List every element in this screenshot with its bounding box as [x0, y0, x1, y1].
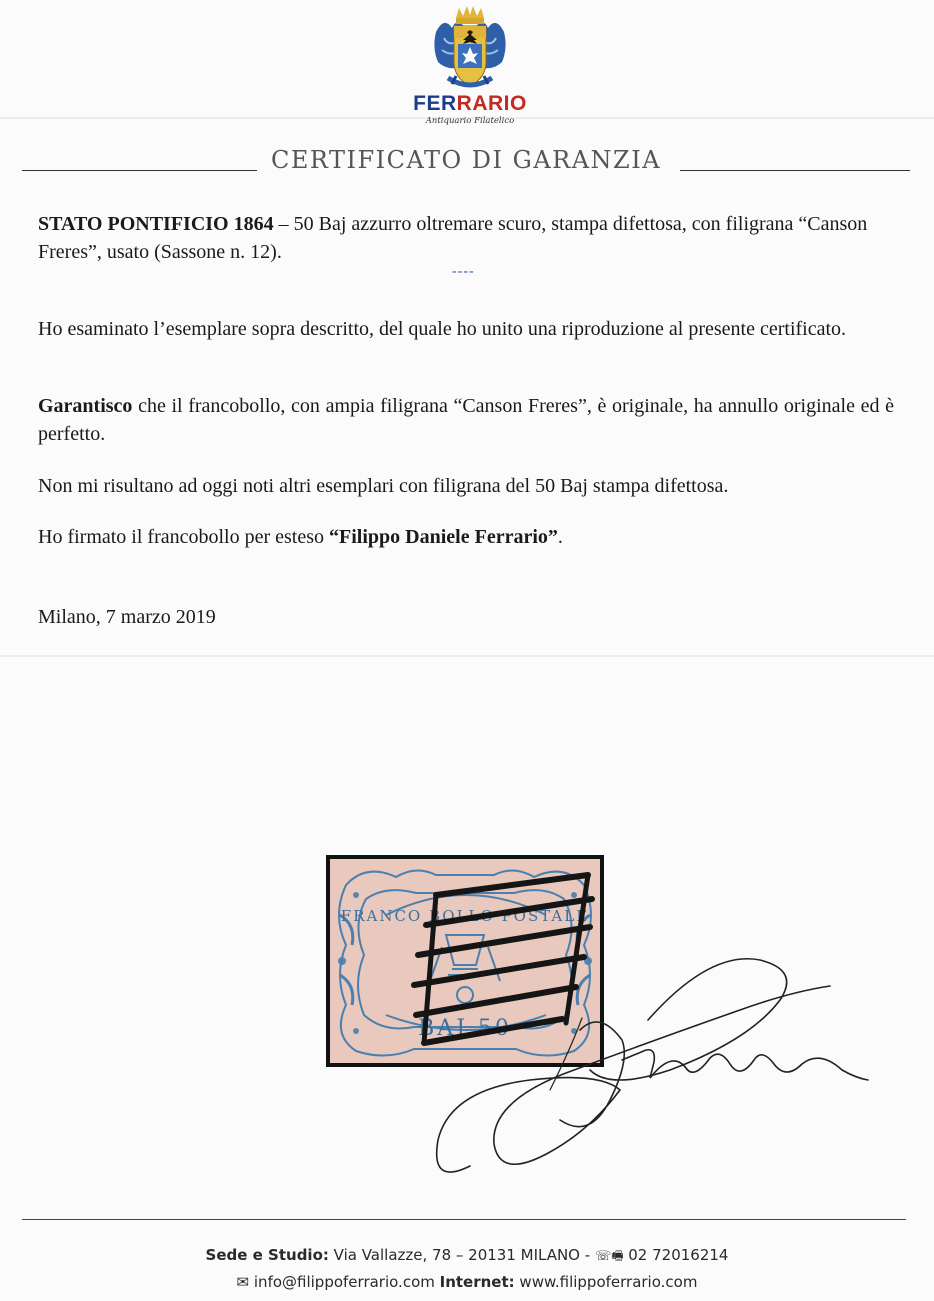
- title-rule-right: [680, 170, 910, 171]
- logo-tagline: Antiquario Filatelico: [425, 116, 515, 126]
- stamp-value-text: BAJ 50: [418, 1016, 512, 1041]
- signature-name: “Filippo Daniele Ferrario”: [329, 526, 558, 548]
- paragraph-guarantee: [38, 392, 894, 448]
- description-text: – 50 Baj azzurro oltremare scuro, stampa difettosa, con filigrana “Canson Freres”, usato (Sassone n. 12).: [38, 213, 868, 263]
- description-heading: STATO PONTIFICIO 1864: [38, 213, 274, 235]
- guarantee-text: che il francobollo, con ampia filigrana “Canson Freres”, è originale, ha annullo originale ed è perfetto.: [38, 395, 894, 445]
- signature-note-end: .: [557, 526, 563, 548]
- certificate-title: CERTIFICATO DI GARANZIA: [270, 146, 662, 174]
- address-text: Via Vallazze, 78 – 20131 MILANO -: [328, 1246, 595, 1264]
- phone-number: 02 72016214: [623, 1246, 729, 1264]
- email-icon: ✉: [236, 1273, 250, 1291]
- coat-of-arms-icon: [430, 6, 510, 94]
- certificate-title-row: [22, 146, 910, 182]
- internet-label: Internet:: [439, 1273, 515, 1291]
- website-address[interactable]: www.filippoferrario.com: [514, 1273, 698, 1291]
- stamp-top-text: FRANCO BOLLO POSTALE: [340, 907, 590, 925]
- email-address[interactable]: info@filippoferrario.com: [249, 1273, 440, 1291]
- place-date: Milano, 7 marzo 2019: [38, 606, 216, 628]
- signature-note-text: Ho firmato il francobollo per esteso: [38, 526, 330, 548]
- footer-rule: [22, 1219, 906, 1220]
- paragraph-rarity: Non mi risultano ad oggi noti altri esemplari con filigrana del 50 Baj stampa difettosa.: [38, 475, 729, 497]
- sede-label: Sede e Studio:: [205, 1246, 329, 1264]
- paragraph-signature: [38, 523, 894, 551]
- footer-contact-line: [0, 1273, 934, 1291]
- paragraph-examination: Ho esaminato l’esemplare sopra descritto, del quale ho unito una riproduzione al presente certificato.: [38, 318, 847, 340]
- guarantee-lead: Garantisco: [38, 395, 133, 417]
- handwritten-signature: [410, 930, 880, 1190]
- phone-fax-icon: ☏🖷: [594, 1249, 624, 1264]
- stamp-description: [38, 210, 894, 266]
- footer-address-line: [0, 1246, 934, 1269]
- separator-dashes: ----: [452, 264, 475, 279]
- fold-crease-middle: [0, 655, 934, 657]
- logo-wordmark: FERRARIO: [413, 92, 527, 115]
- ferrario-logo: [395, 6, 545, 126]
